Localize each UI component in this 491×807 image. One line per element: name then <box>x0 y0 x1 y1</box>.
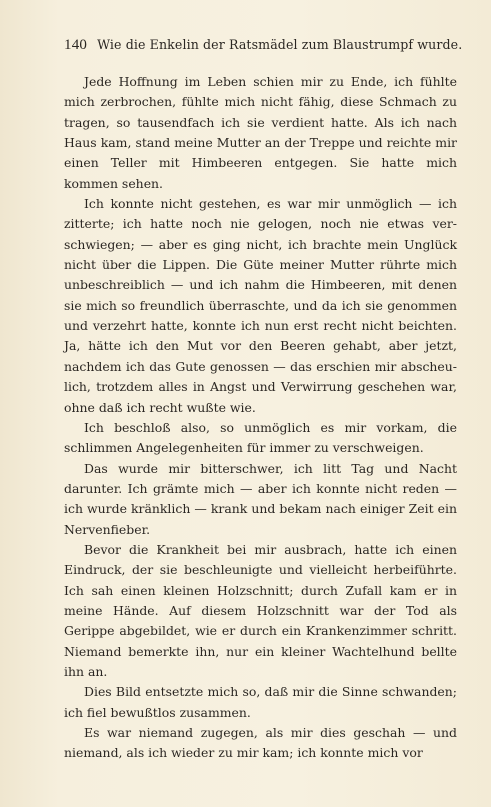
paragraph-2: Ich konnte nicht gestehen, es war mir unmöglich — ich zitterte; ich hatte noch nie gelogen, noch nie etwas verschwiegen; — aber es ging nicht, ich brachte mein Unglück nicht über die Lippen. Die Güte meiner Mutter rührte mich unbeschreiblich — und ich nahm die Himbeeren, mit denen sie mich so freundlich überraschte, und da ich sie genommen und verzehrt hatte, konnte ich nun erst recht nicht beichten. Ja, hätte ich den Mut vor den Beeren gehabt, aber jetzt, nachdem ich das Gute genossen — das erschien mir abscheulich, trotzdem alles in Angst und Verwirrung geschehen war, ohne daß ich recht wußte wie. <box>64 196 457 415</box>
page-header <box>64 36 463 54</box>
paragraph-4: Das wurde mir bitterschwer, ich litt Tag und Nacht darunter. Ich grämte mich — aber ich konnte nicht reden — ich wurde kränklich — krank und bekam nach einiger Zeit ein Nervenfieber. <box>64 460 457 537</box>
paragraph-6: Dies Bild entsetzte mich so, daß mir die Sinne schwanden; ich fiel bewußtlos zusammen. <box>64 684 457 720</box>
paragraph-1: Jede Hoffnung im Leben schien mir zu Ende, ich fühlte mich zerbrochen, fühlte mich nicht fähig, diese Schmach zu tragen, so tausendfach ich sie verdient hatte. Als ich nach Haus kam, stand meine Mutter an der Treppe und reichte mir einen Teller mit Himbeeren entgegen. Sie hatte mich kommen sehen. <box>64 74 457 191</box>
paragraph-5: Bevor die Krankheit bei mir ausbrach, hatte ich einen Eindruck, der sie beschleunigte und vielleicht herbeiführte. Ich sah einen kleinen Holzschnitt; durch Zufall kam er in meine Hände. Auf diesem Holzschnitt war der Tod als Gerippe abgebildet, wie er durch ein Krankenzimmer schritt. Niemand bemerkte ihn, nur ein kleiner Wachtelhund bellte ihn an. <box>64 541 457 679</box>
paragraph-3: Ich beschloß also, so unmöglich es mir vorkam, die schlimmen Angelegenheiten für immer zu verschweigen. <box>64 419 457 456</box>
paragraph-7: Es war niemand zugegen, als mir dies geschah — und niemand, als ich wieder zu mir kam; ich konnte mich vor <box>64 725 457 761</box>
body-text <box>64 72 457 764</box>
running-title: Wie die Enkelin der Ratsmädel zum Blaustrumpf wurde. <box>97 37 463 52</box>
page-number: 140 <box>64 37 88 53</box>
